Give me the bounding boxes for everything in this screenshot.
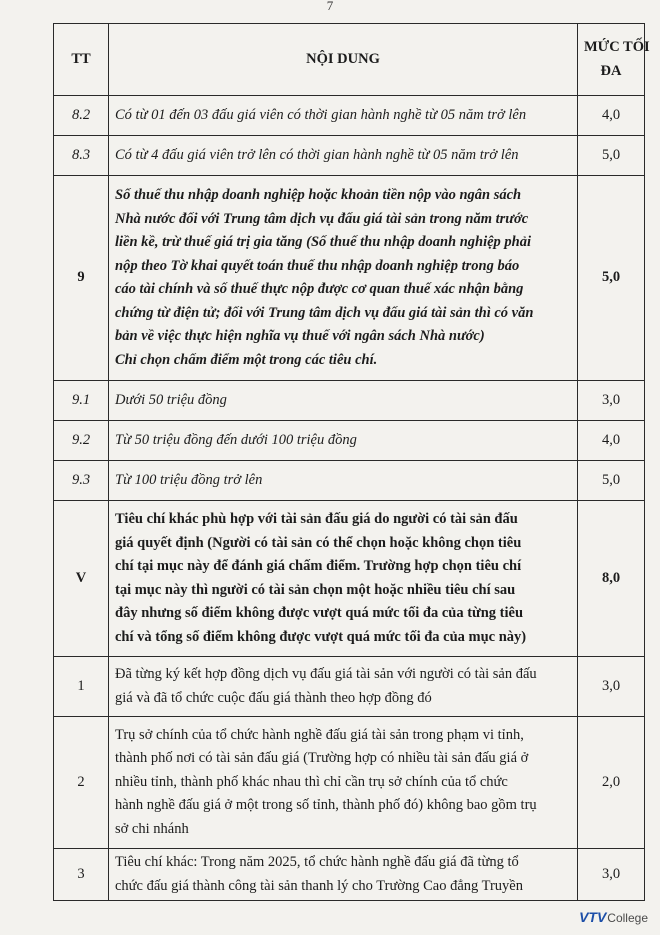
vtv-college-logo (579, 909, 648, 925)
content-line: giá quyết định (Người có tài sản có thể chọn hoặc không chọn tiêu (115, 534, 522, 551)
row-number: 9.1 (54, 381, 109, 421)
row-content (109, 136, 578, 176)
header-max-line1: MỨC TỐI (584, 39, 650, 55)
content-line: Đã từng ký kết hợp đồng dịch vụ đấu giá tài sản với người có tài sản đấu (115, 666, 537, 682)
row-content (109, 501, 578, 657)
content-line: liền kề, trừ thuế giá trị gia tăng (Số thuế thu nhập doanh nghiệp phải (115, 234, 532, 250)
table-row (54, 717, 645, 849)
row-number: 8.2 (54, 96, 109, 136)
row-content (109, 461, 578, 501)
table-row (54, 849, 645, 901)
content-line: Từ 100 triệu đồng trở lên (115, 471, 263, 488)
row-number: 9.2 (54, 421, 109, 461)
content-line: Dưới 50 triệu đồng (115, 391, 227, 408)
content-line: chứng từ điện tử; đối với Trung tâm dịch vụ đấu giá tài sản thì có văn (115, 304, 534, 321)
content-line: Số thuế thu nhập doanh nghiệp hoặc khoản tiền nộp vào ngân sách (115, 187, 522, 203)
row-number: 9.3 (54, 461, 109, 501)
row-score: 5,0 (578, 176, 645, 381)
row-score: 5,0 (578, 136, 645, 176)
row-score: 4,0 (578, 421, 645, 461)
content-line: thành phố nơi có tài sản đấu giá (Trường hợp có nhiều tài sản đấu giá ở (115, 750, 529, 767)
header-tt: TT (54, 24, 109, 96)
header-content: NỘI DUNG (109, 24, 578, 96)
table-row (54, 176, 645, 381)
table-row (54, 96, 645, 136)
table-row (54, 657, 645, 717)
content-line: nhiều tỉnh, thành phố khác nhau thì chỉ cần trụ sở chính của tổ chức (115, 773, 508, 790)
page-number: 7 (326, 0, 334, 13)
table-row (54, 421, 645, 461)
content-line: sở chi nhánh (115, 820, 189, 837)
row-score: 3,0 (578, 657, 645, 717)
content-line: Nhà nước đối với Trung tâm dịch vụ đấu giá tài sản trong năm trước (115, 210, 529, 227)
content-line: Tiêu chí khác phù hợp với tài sản đấu giá do người có tài sản đấu (115, 511, 518, 527)
content-line: Chỉ chọn chấm điểm một trong các tiêu chí. (115, 351, 378, 368)
row-number: 2 (54, 717, 109, 849)
row-content (109, 421, 578, 461)
row-number: 1 (54, 657, 109, 717)
row-score: 2,0 (578, 717, 645, 849)
logo-college-text: College (607, 911, 648, 925)
content-line: chí tại mục này để đánh giá chấm điểm. Trường hợp chọn tiêu chí (115, 558, 522, 574)
content-line: Từ 50 triệu đồng đến dưới 100 triệu đồng (115, 431, 357, 448)
criteria-table (53, 23, 650, 901)
content-line: chức đấu giá thành công tài sản thanh lý cho Trường Cao đẳng Truyền (115, 877, 523, 894)
header-max-score (578, 24, 650, 96)
content-line: chí và tổng số điểm không được vượt quá mức tối đa của mục này) (115, 628, 527, 645)
row-number: V (54, 501, 109, 657)
row-content (109, 381, 578, 421)
row-number: 9 (54, 176, 109, 381)
content-line: nộp theo Tờ khai quyết toán thuế thu nhập doanh nghiệp trong báo (115, 257, 520, 274)
header-max-line2: ĐA (600, 62, 622, 79)
row-content (109, 96, 578, 136)
content-line: tại mục này thì người có tài sản chọn một hoặc nhiều tiêu chí sau (115, 581, 516, 598)
content-line: bản về việc thực hiện nghĩa vụ thuế với ngân sách Nhà nước) (115, 328, 485, 344)
row-score: 5,0 (578, 461, 645, 501)
row-score: 8,0 (578, 501, 645, 657)
content-line: Tiêu chí khác: Trong năm 2025, tổ chức hành nghề đấu giá đã từng tổ (115, 854, 519, 870)
row-content (109, 849, 578, 901)
row-content (109, 657, 578, 717)
table-row (54, 501, 645, 657)
row-content (109, 717, 578, 849)
table-row (54, 381, 645, 421)
content-line: Trụ sở chính của tổ chức hành nghề đấu giá tài sản trong phạm vi tỉnh, (115, 726, 524, 743)
row-score: 3,0 (578, 381, 645, 421)
content-line: giá và đã tổ chức cuộc đấu giá thành theo hợp đồng đó (115, 689, 432, 706)
row-score: 4,0 (578, 96, 645, 136)
table-row (54, 136, 645, 176)
row-number: 3 (54, 849, 109, 901)
content-line: hành nghề đấu giá ở một trong số tỉnh, thành phố đó) không bao gồm trụ (115, 797, 537, 814)
row-content (109, 176, 578, 381)
content-line: Có từ 4 đấu giá viên trở lên có thời gian hành nghề từ 05 năm trở lên (115, 146, 519, 163)
table-header-row (54, 24, 645, 96)
row-score: 3,0 (578, 849, 645, 901)
content-line: Có từ 01 đến 03 đấu giá viên có thời gian hành nghề từ 05 năm trở lên (115, 106, 527, 123)
table-row (54, 461, 645, 501)
row-number: 8.3 (54, 136, 109, 176)
logo-vtv-text: VTV (579, 909, 607, 925)
content-line: cáo tài chính và số thuế thực nộp được cơ quan thuế xác nhận bằng (115, 281, 524, 297)
content-line: đây nhưng số điểm không được vượt quá mức tối đa của từng tiêu (115, 605, 524, 621)
